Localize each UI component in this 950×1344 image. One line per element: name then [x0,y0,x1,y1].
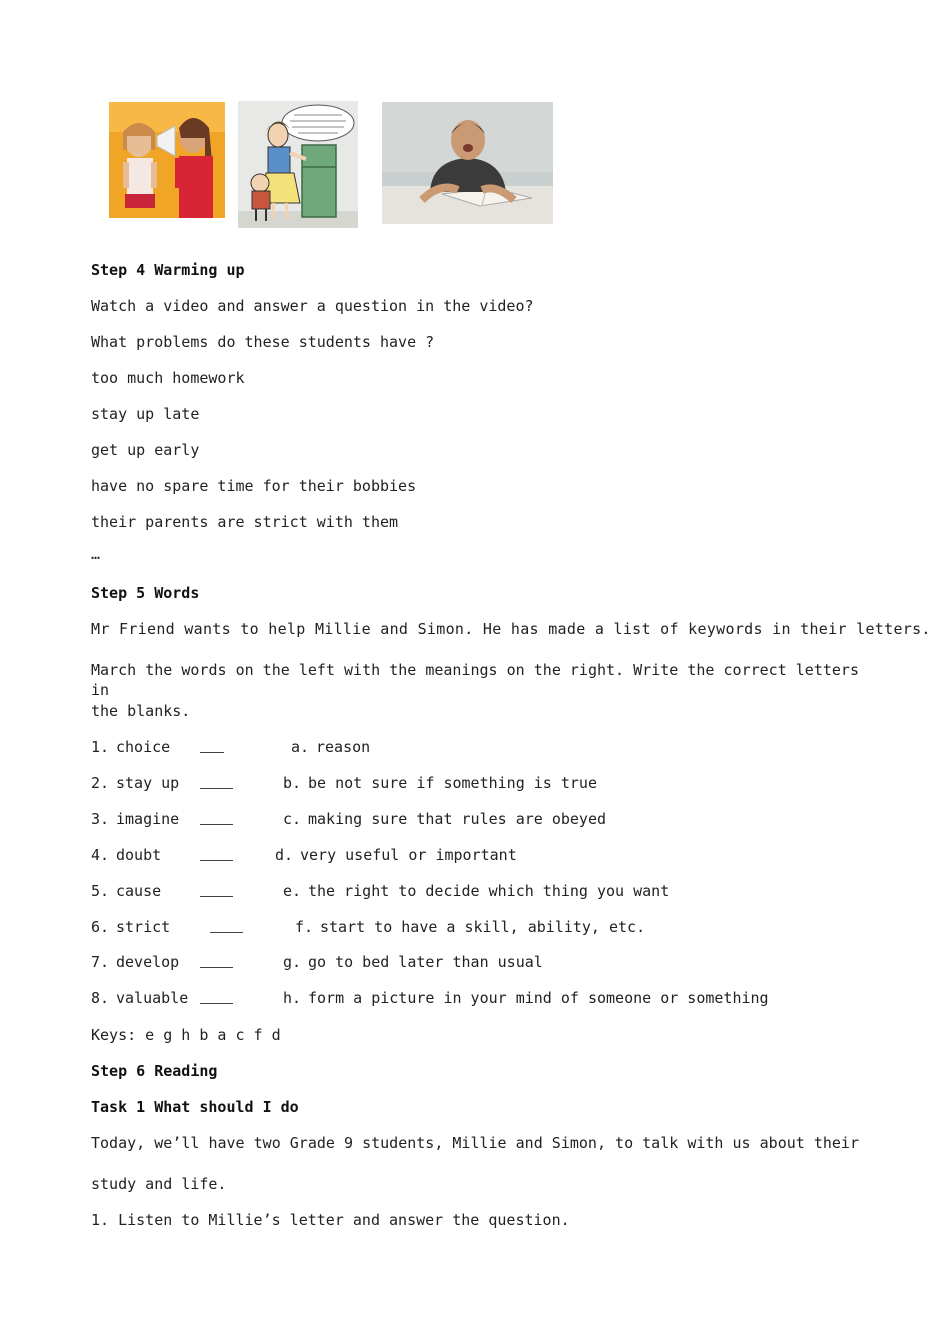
step4-heading: Step 4 Warming up [91,261,245,279]
step5-intro-line-2: March the words on the left with the meanings on the right. Write the correct letters in [91,661,859,699]
item-number: 5. [91,882,110,900]
task1-heading: Task 1 What should I do [91,1098,299,1116]
item-word: choice [116,738,171,756]
item-word: stay up [116,774,180,792]
item-number: 7. [91,953,110,971]
answer-blank[interactable] [200,738,224,753]
item-word: strict [116,918,171,936]
answer-blank[interactable] [200,953,233,968]
item-number: 8. [91,989,110,1007]
item-number: 4. [91,846,110,864]
answer-keys: Keys: e g h b a c f d [91,1026,281,1044]
answer-blank[interactable] [210,918,243,933]
step4-ellipsis: … [91,545,101,563]
step4-line-7: their parents are strict with them [91,513,399,531]
item-word: develop [116,953,180,971]
item-number: 1. [91,738,110,756]
item-number: 2. [91,774,110,792]
item-number: 3. [91,810,110,828]
matching-row [0,989,950,1009]
meaning-text: start to have a skill, ability, etc. [320,918,646,936]
matching-row [0,953,950,973]
step4-line-4: stay up late [91,405,200,423]
matching-row [0,846,950,866]
step4-line-2: What problems do these students have ? [91,333,435,351]
meaning-letter: f. [295,918,314,936]
meaning-text: form a picture in your mind of someone or something [308,989,769,1007]
answer-blank[interactable] [200,810,233,825]
item-word: doubt [116,846,162,864]
photo-tired-student [382,102,553,224]
step4-line-5: get up early [91,441,200,459]
answer-blank[interactable] [200,774,233,789]
meaning-letter: a. [291,738,310,756]
meaning-text: reason [316,738,371,756]
meaning-letter: b. [283,774,302,792]
step6-heading: Step 6 Reading [91,1062,218,1080]
step4-line-3: too much homework [91,369,245,387]
item-word: imagine [116,810,180,828]
meaning-letter: h. [283,989,302,1007]
step5-heading: Step 5 Words [91,584,200,602]
step6-paragraph-line-1: Today, we’ll have two Grade 9 students, Millie and Simon, to talk with us about their [91,1134,859,1152]
meaning-letter: g. [283,953,302,971]
item-word: valuable [116,989,189,1007]
step5-intro-line-1: Mr Friend wants to help Millie and Simon. He has made a list of keywords in their letters. [91,620,931,638]
meaning-letter: e. [283,882,302,900]
photo-girls-megaphone [109,102,225,218]
matching-row [0,918,950,938]
meaning-text: making sure that rules are obeyed [308,810,607,828]
meaning-text: the right to decide which thing you want [308,882,670,900]
answer-blank[interactable] [200,846,233,861]
meaning-text: very useful or important [300,846,517,864]
matching-row [0,738,950,758]
item-number: 6. [91,918,110,936]
meaning-letter: c. [283,810,302,828]
step6-paragraph-line-2: study and life. [91,1175,227,1193]
meaning-text: go to bed later than usual [308,953,543,971]
matching-row [0,774,950,794]
answer-blank[interactable] [200,882,233,897]
step5-intro-line-3: the blanks. [91,702,191,720]
answer-blank[interactable] [200,989,233,1004]
step4-line-6: have no spare time for their bobbies [91,477,417,495]
matching-row [0,882,950,902]
cartoon-mother-child [238,101,358,228]
question-1: 1. Listen to Millie’s letter and answer the question. [91,1211,570,1229]
meaning-text: be not sure if something is true [308,774,597,792]
step4-line-1: Watch a video and answer a question in the video? [91,297,534,315]
meaning-letter: d. [275,846,294,864]
matching-row [0,810,950,830]
item-word: cause [116,882,162,900]
